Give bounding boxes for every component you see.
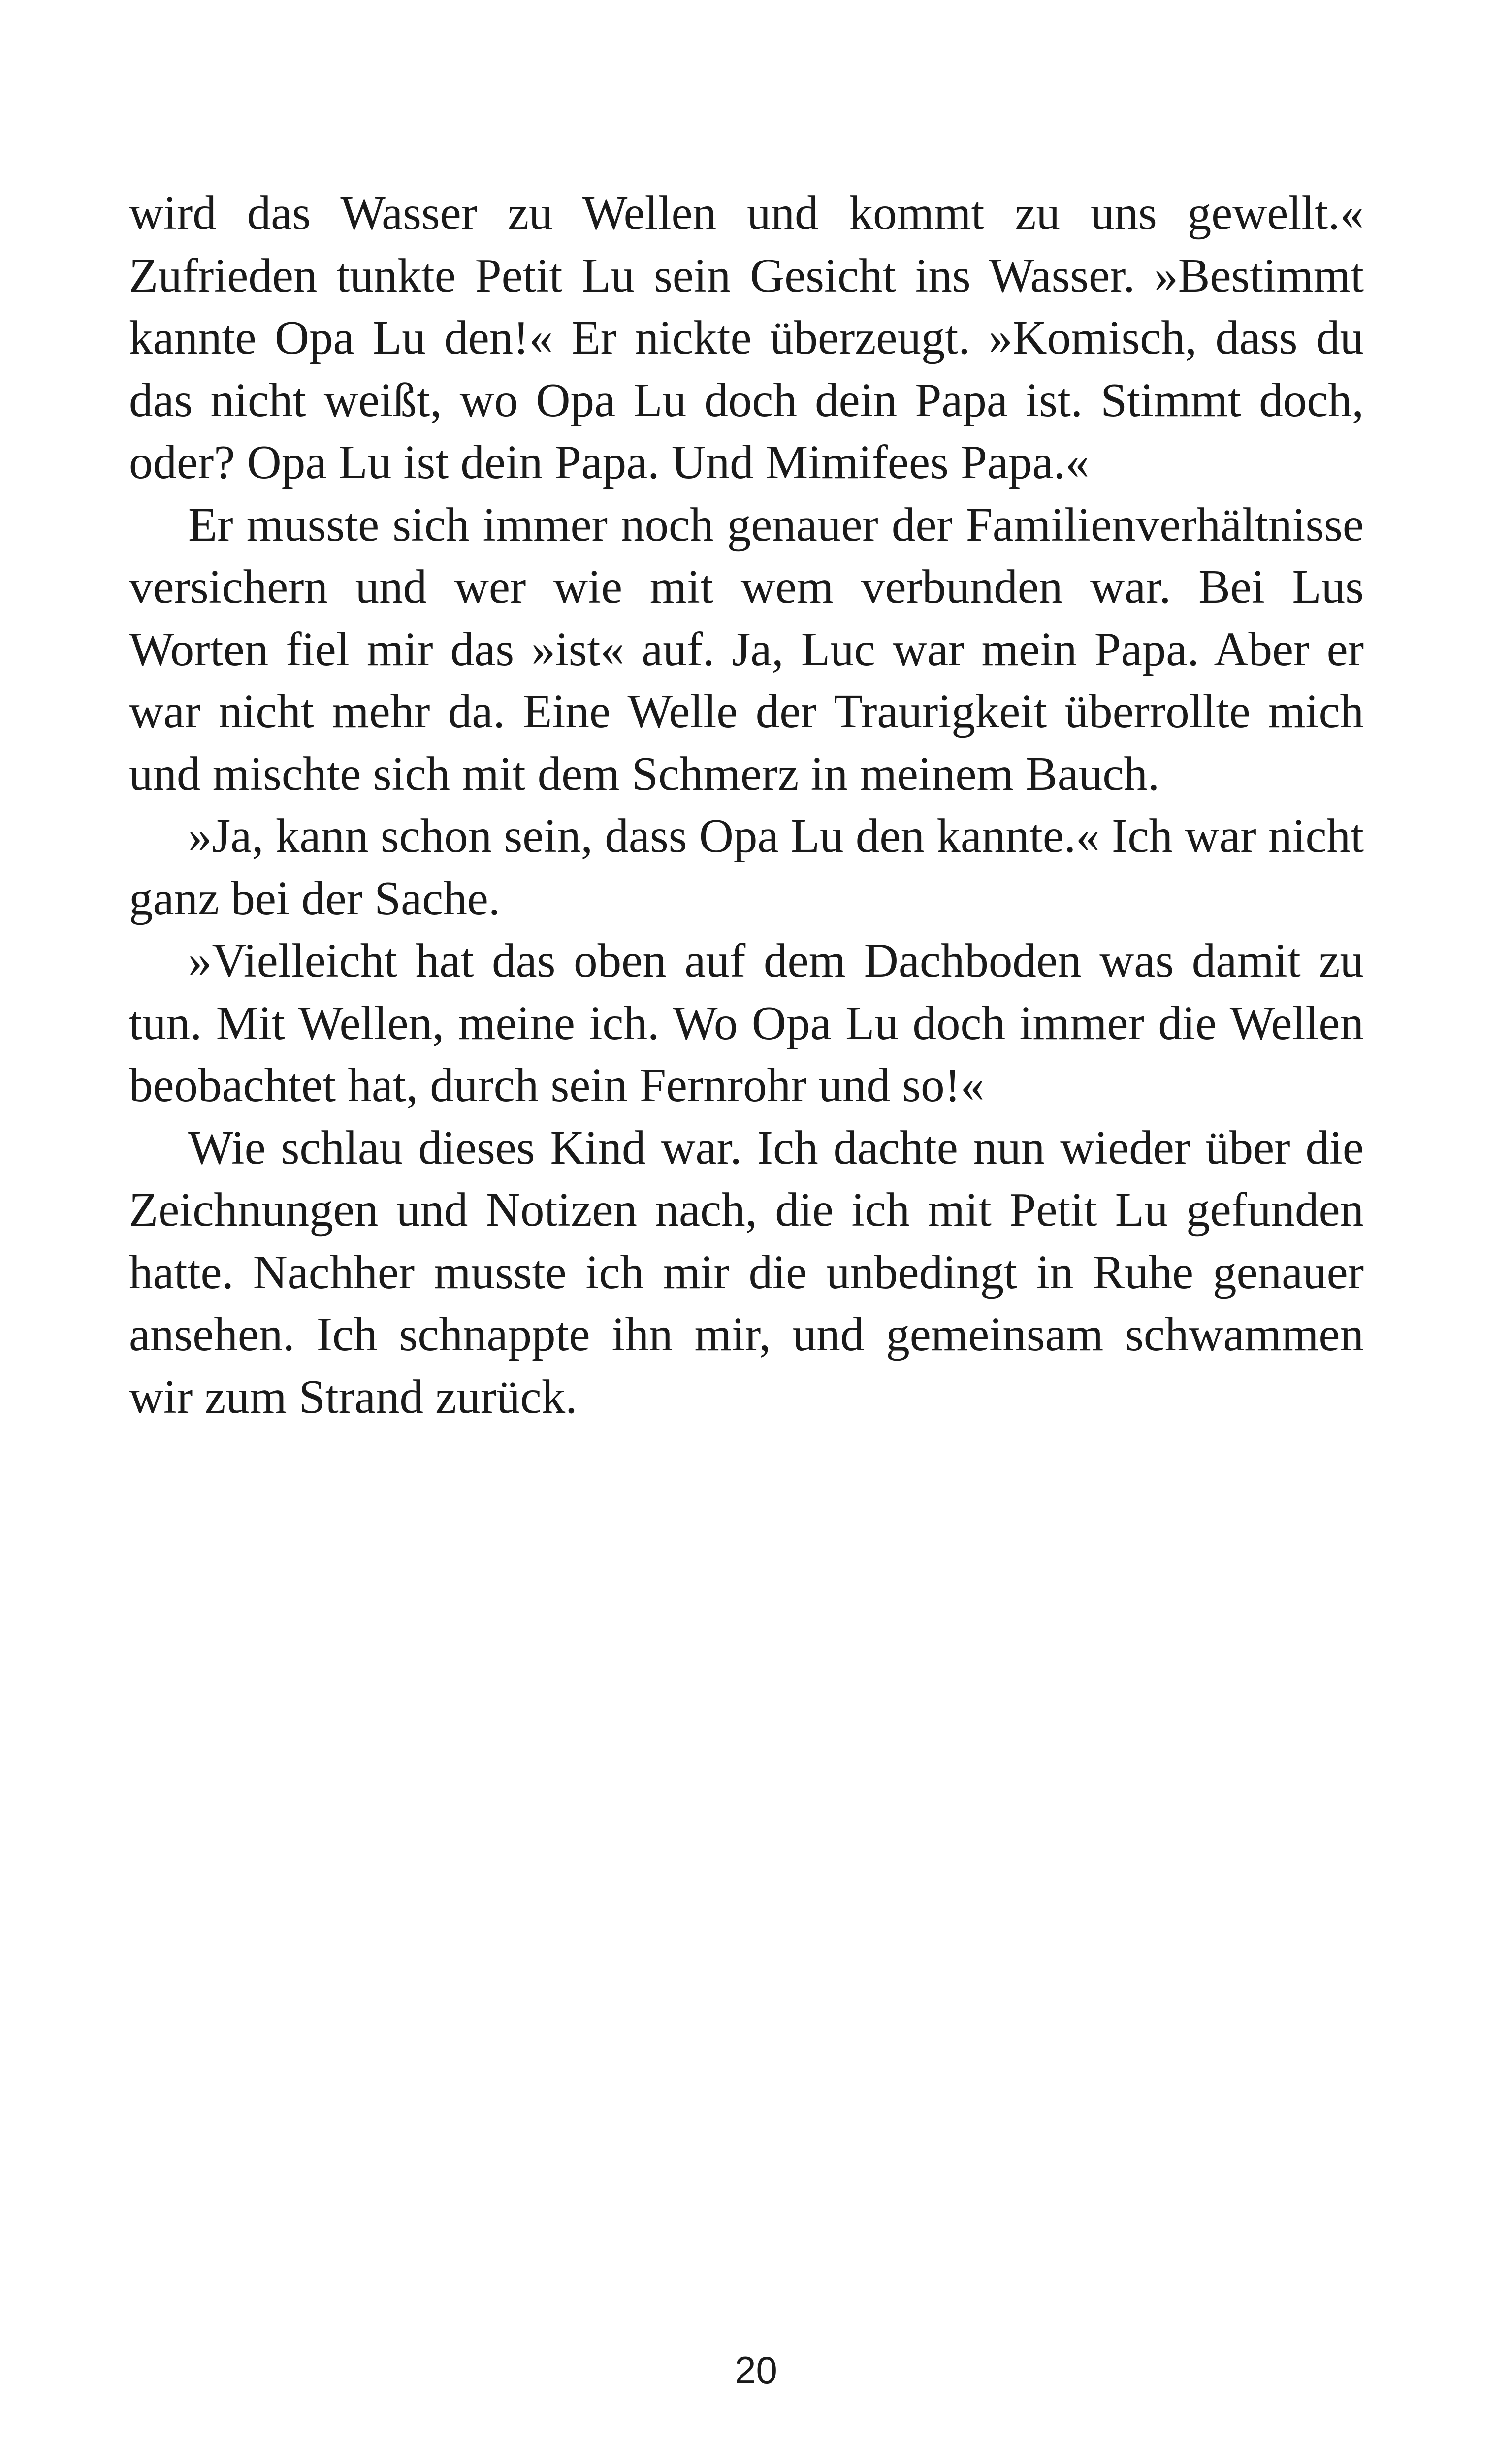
paragraph-1: wird das Wasser zu Wellen und kommt zu uns gewellt.« Zufrieden tunkte Petit Lu sein Gesicht ins Wasser. »Bestimmt kannte Opa Lu den!« Er nickte überzeugt. »Komisch, dass du das nicht weißt, wo Opa Lu doch dein Papa ist. Stimmt doch, oder? Opa Lu ist dein Papa. Und Mimifees Papa.« bbox=[129, 187, 1364, 489]
paragraph-5: Wie schlau dieses Kind war. Ich dachte nun wieder über die Zeichnungen und Notizen nach, die ich mit Petit Lu gefunden hatte. Nachher musste ich mir die unbedingt in Ruhe genauer ansehen. Ich schnappte ihn mir, und gemeinsam schwammen wir zum Strand zurück. bbox=[129, 1121, 1364, 1423]
paragraph-3: »Ja, kann schon sein, dass Opa Lu den kannte.« Ich war nicht ganz bei der Sache. bbox=[129, 810, 1364, 925]
body-text bbox=[129, 182, 1364, 1428]
paragraph-4: »Vielleicht hat das oben auf dem Dachboden was damit zu tun. Mit Wellen, meine ich. Wo Opa Lu doch immer die Wellen beobachtet hat, durch sein Fernrohr und so!« bbox=[129, 934, 1364, 1111]
paragraph-2: Er musste sich immer noch genauer der Familienverhältnisse versichern und wer wie mit wem verbunden war. Bei Lus Worten fiel mir das »ist« auf. Ja, Luc war mein Papa. Aber er war nicht mehr da. Eine Welle der Traurigkeit überrollte mich und mischte sich mit dem Schmerz in meinem Bauch. bbox=[129, 498, 1364, 800]
page-number: 20 bbox=[735, 2348, 777, 2392]
